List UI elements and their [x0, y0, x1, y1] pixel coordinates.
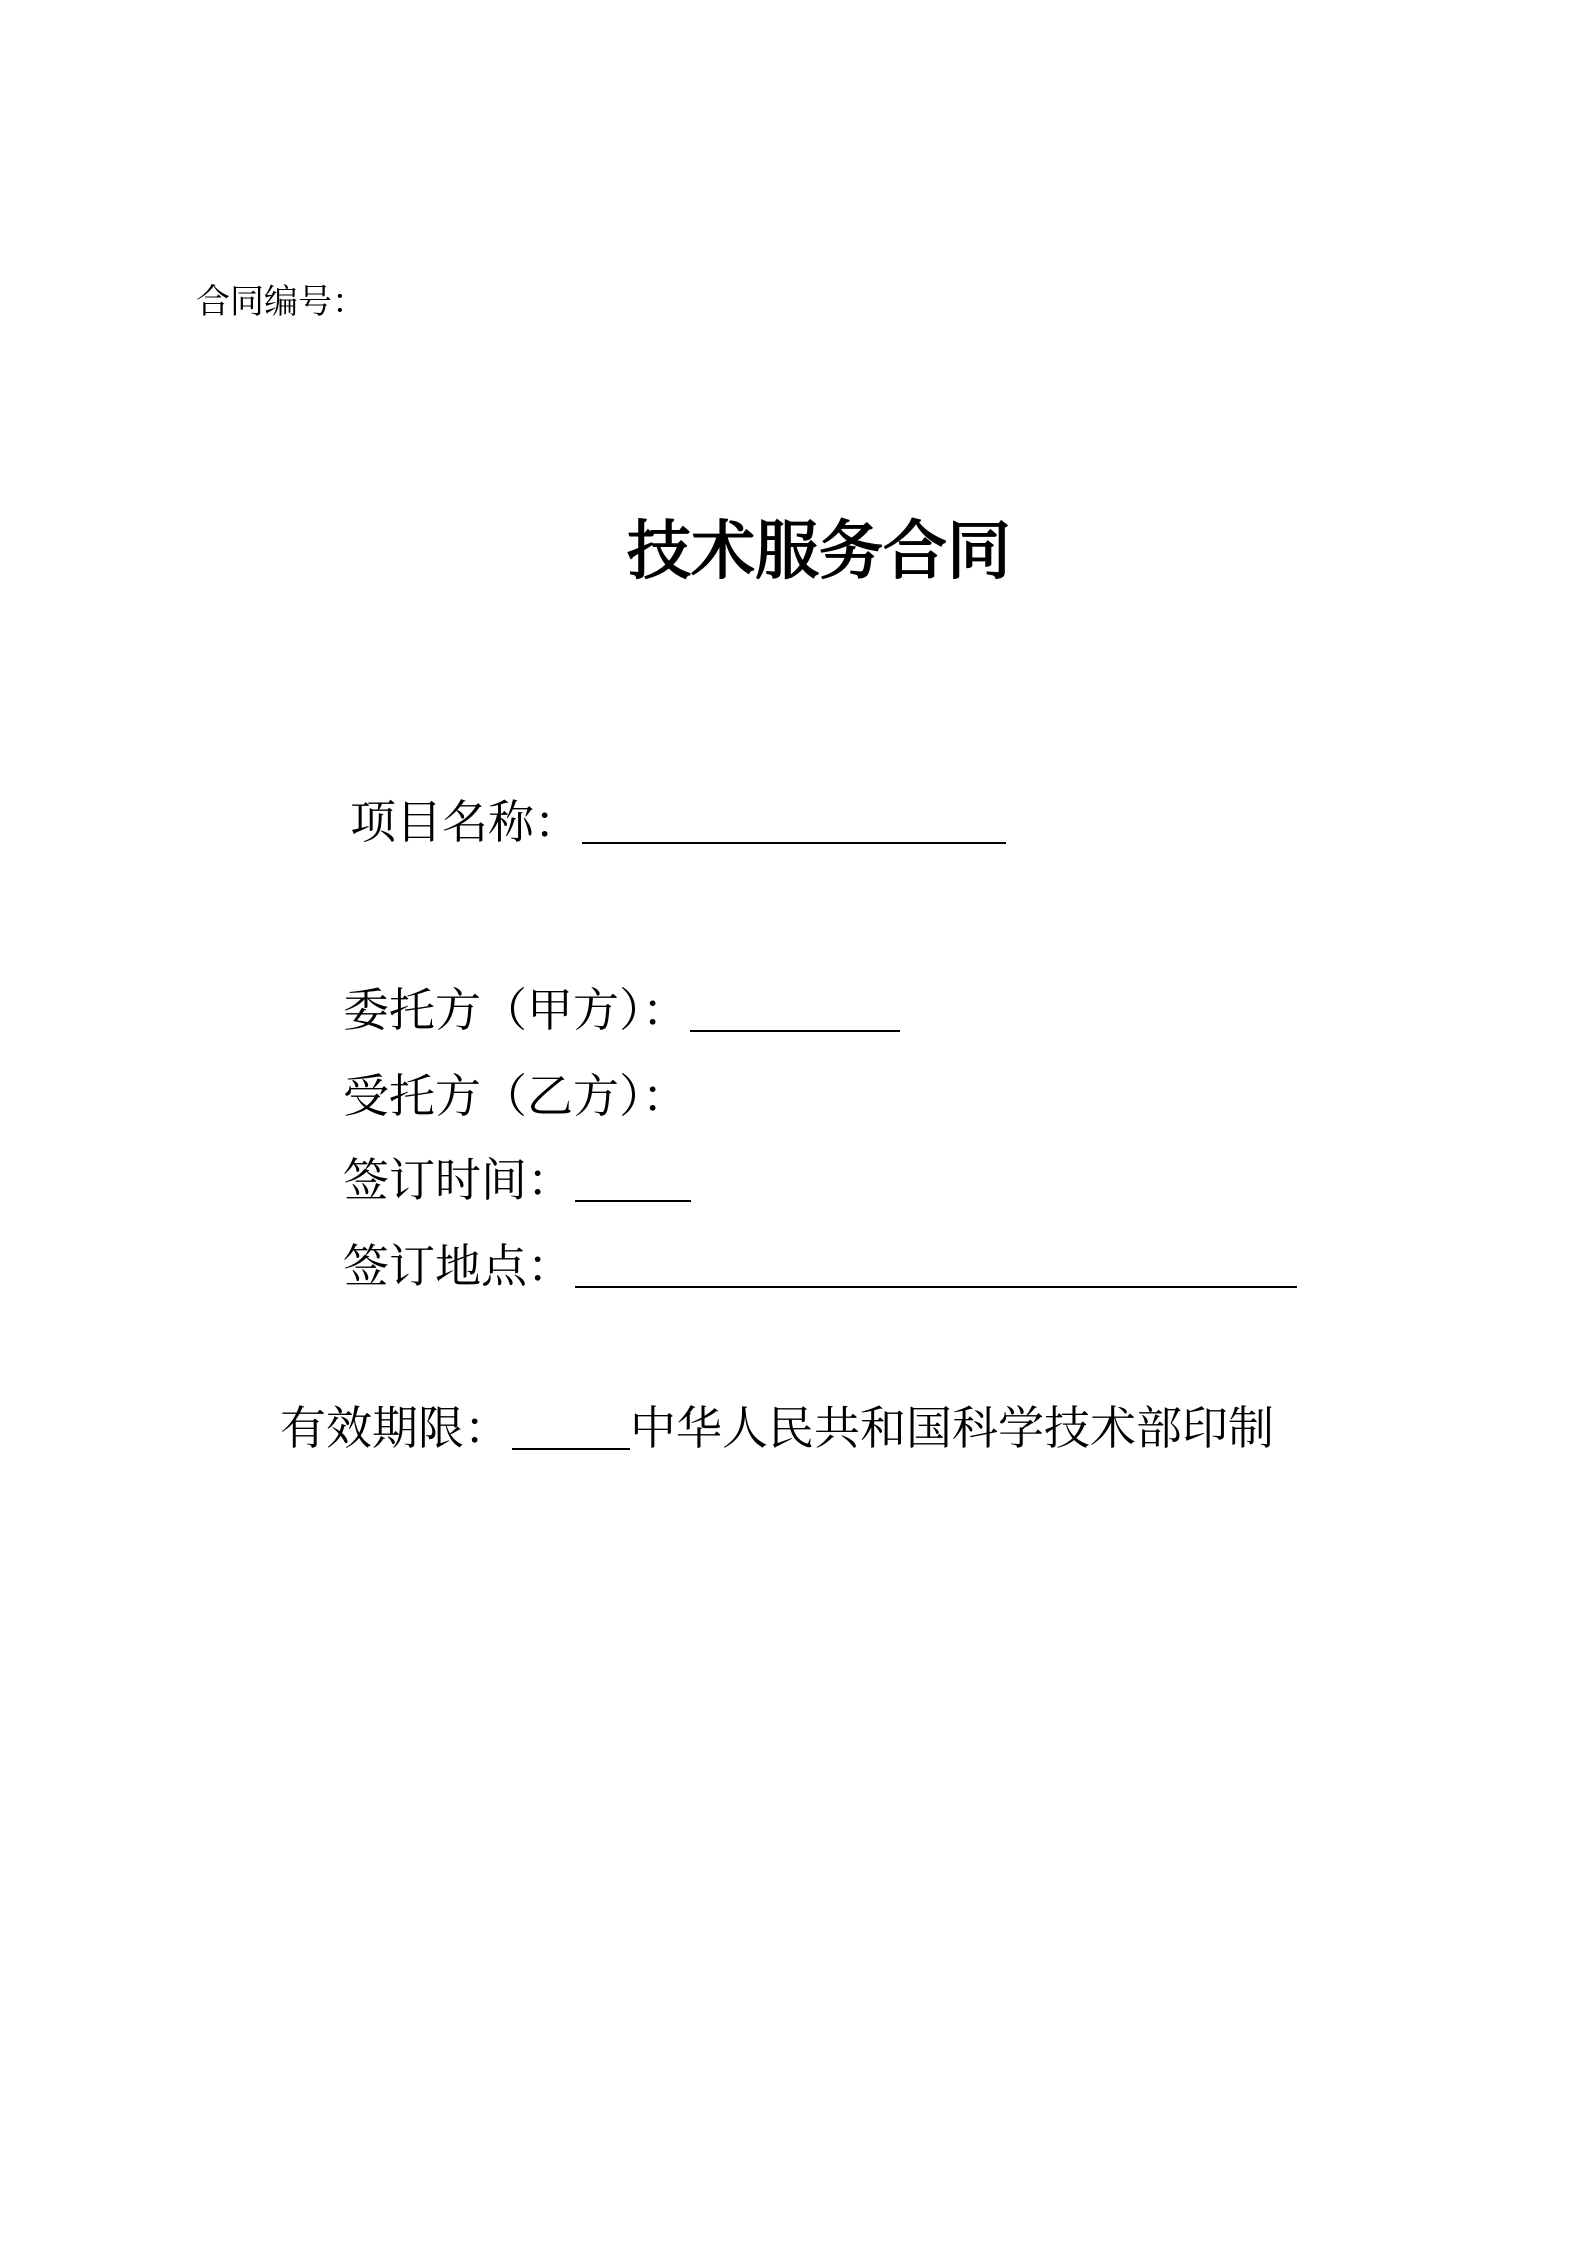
signing-place-label: 签订地点： — [343, 1239, 573, 1293]
signing-time-field — [343, 1150, 691, 1210]
project-name-field — [350, 792, 1006, 852]
client-field — [343, 980, 900, 1040]
contract-title: 技术服务合同 — [627, 515, 1011, 589]
signing-place-field — [343, 1236, 1297, 1296]
validity-label: 有效期限： — [280, 1401, 510, 1455]
validity-blank-line — [512, 1404, 630, 1450]
validity-line — [280, 1398, 1274, 1458]
contractor-field — [343, 1066, 688, 1126]
signing-time-label: 签订时间： — [343, 1153, 573, 1207]
client-blank-line — [690, 986, 900, 1032]
signing-place-blank-line — [575, 1242, 1297, 1288]
project-name-label: 项目名称： — [350, 795, 580, 849]
client-label: 委托方（甲方）： — [343, 983, 688, 1037]
printed-by-text: 中华人民共和国科学技术部印制 — [630, 1401, 1274, 1455]
project-name-blank-line — [582, 798, 1006, 844]
contractor-label: 受托方（乙方）： — [343, 1069, 688, 1123]
signing-time-blank-line — [575, 1156, 691, 1202]
contract-number-label: 合同编号： — [196, 282, 366, 322]
